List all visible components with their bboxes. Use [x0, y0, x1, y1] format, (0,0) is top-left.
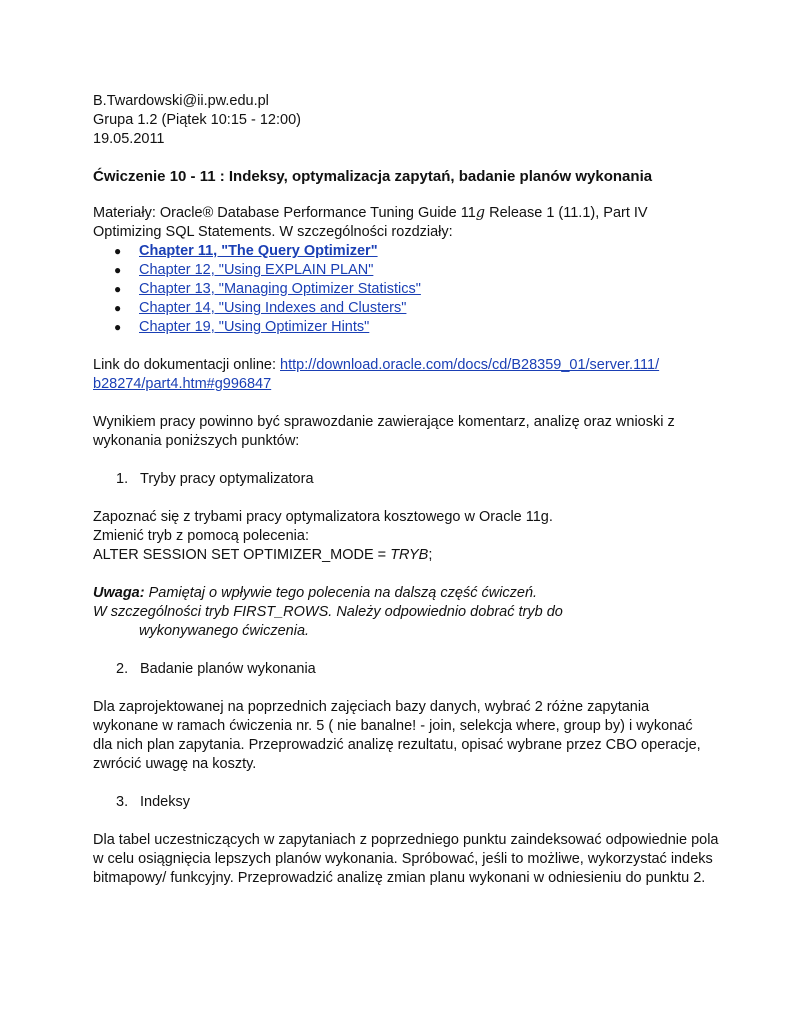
note-label: Uwaga: [93, 585, 145, 601]
section-2-line-4: zwrócić uwagę na koszty. [93, 756, 257, 772]
materials-prefix: Materiały: Oracle® Database Performance Tuning Guide 11 [93, 205, 476, 221]
section-2-heading [93, 660, 713, 679]
doc-url-link-part-1[interactable]: http://download.oracle.com/docs/cd/B28359_01/server.111/ [280, 357, 660, 373]
chapter-11-link[interactable]: Chapter 11, "The Query Optimizer" [139, 243, 378, 259]
section-2-line-2: wykonane w ramach ćwiczenia nr. 5 ( nie banalne! - join, selekcja where, group by) i wykonać [93, 718, 693, 734]
materials-g: g [475, 205, 486, 221]
bullet-icon: ● [114, 301, 122, 315]
list-item [93, 242, 713, 261]
list-item [93, 280, 713, 299]
section-2-number: 2. [116, 661, 129, 677]
list-item [93, 261, 713, 280]
section-2-line-1: Dla zaprojektowanej na poprzednich zajęciach bazy danych, wybrać 2 różne zapytania [93, 699, 650, 715]
section-1-line-2: Zmienić tryb z pomocą polecenia: [93, 528, 309, 544]
document-date: 19.05.2011 [93, 131, 165, 147]
list-item [93, 299, 713, 318]
section-3-heading [93, 793, 713, 812]
chapter-19-link[interactable]: Chapter 19, "Using Optimizer Hints" [139, 319, 370, 335]
section-2-line-3: dla nich plan zapytania. Przeprowadzić analizę rezultatu, opisać wybrane przez CBO operacje, [93, 737, 701, 753]
note-line-2: W szczególności tryb FIRST_ROWS. Należy odpowiednio dobrać tryb do [93, 604, 563, 620]
doc-link-prefix: Link do dokumentacji online: [93, 357, 281, 373]
section-3-number: 3. [116, 794, 129, 810]
doc-url-link-part-2[interactable]: b28274/part4.htm#g996847 [93, 376, 272, 392]
bullet-icon: ● [114, 282, 122, 296]
sql-command-var: TRYB [390, 547, 429, 563]
sql-command [93, 546, 713, 565]
chapter-13-link[interactable]: Chapter 13, "Managing Optimizer Statistics" [139, 281, 421, 297]
intro-line-2: wykonania poniższych punktów: [93, 433, 300, 449]
section-2-title: Badanie planów wykonania [140, 661, 316, 677]
chapter-list [93, 242, 713, 337]
section-1-number: 1. [116, 471, 129, 487]
bullet-icon: ● [114, 320, 122, 334]
materials-suffix: Release 1 (11.1), Part IV [485, 205, 648, 221]
author-email: B.Twardowski@ii.pw.edu.pl [93, 93, 269, 109]
list-item [93, 318, 713, 337]
section-3-line-3: bitmapowy/ funkcyjny. Przeprowadzić analizę zmian planu wykonani w odniesieniu do punktu 2. [93, 870, 706, 886]
section-3-title: Indeksy [140, 794, 190, 810]
group-info: Grupa 1.2 (Piątek 10:15 - 12:00) [93, 112, 301, 128]
chapter-12-link[interactable]: Chapter 12, "Using EXPLAIN PLAN" [139, 262, 374, 278]
note-line-1 [93, 584, 713, 603]
chapter-14-link[interactable]: Chapter 14, "Using Indexes and Clusters" [139, 300, 407, 316]
note-line-3: wykonywanego ćwiczenia. [139, 623, 310, 639]
section-1-title: Tryby pracy optymalizatora [140, 471, 314, 487]
section-3-line-1: Dla tabel uczestniczących w zapytaniach z poprzedniego punktu zaindeksować odpowiednie pola [93, 832, 719, 848]
bullet-icon: ● [114, 244, 122, 258]
doc-link-line-2 [93, 375, 713, 394]
intro-line-1: Wynikiem pracy powinno być sprawozdanie zawierające komentarz, analizę oraz wnioski z [93, 414, 675, 430]
bullet-icon: ● [114, 263, 122, 277]
sql-command-suffix: ; [428, 547, 433, 563]
document-page [93, 92, 719, 888]
sql-command-prefix: ALTER SESSION SET OPTIMIZER_MODE = [93, 547, 391, 563]
doc-link-line-1 [93, 356, 713, 375]
section-1-heading [93, 470, 713, 489]
exercise-title: Ćwiczenie 10 - 11 : Indeksy, optymalizacja zapytań, badanie planów wykonania [93, 168, 653, 185]
materials-line-1 [93, 204, 713, 223]
note-text-1: Pamiętaj o wpływie tego polecenia na dalszą część ćwiczeń. [144, 585, 538, 601]
section-3-line-2: w celu osiągnięcia lepszych planów wykonania. Spróbować, jeśli to możliwe, wykorzystać indeks [93, 851, 713, 867]
materials-line-2: Optimizing SQL Statements. W szczególności rozdziały: [93, 224, 453, 240]
section-1-line-1: Zapoznać się z trybami pracy optymalizatora kosztowego w Oracle 11g. [93, 509, 553, 525]
